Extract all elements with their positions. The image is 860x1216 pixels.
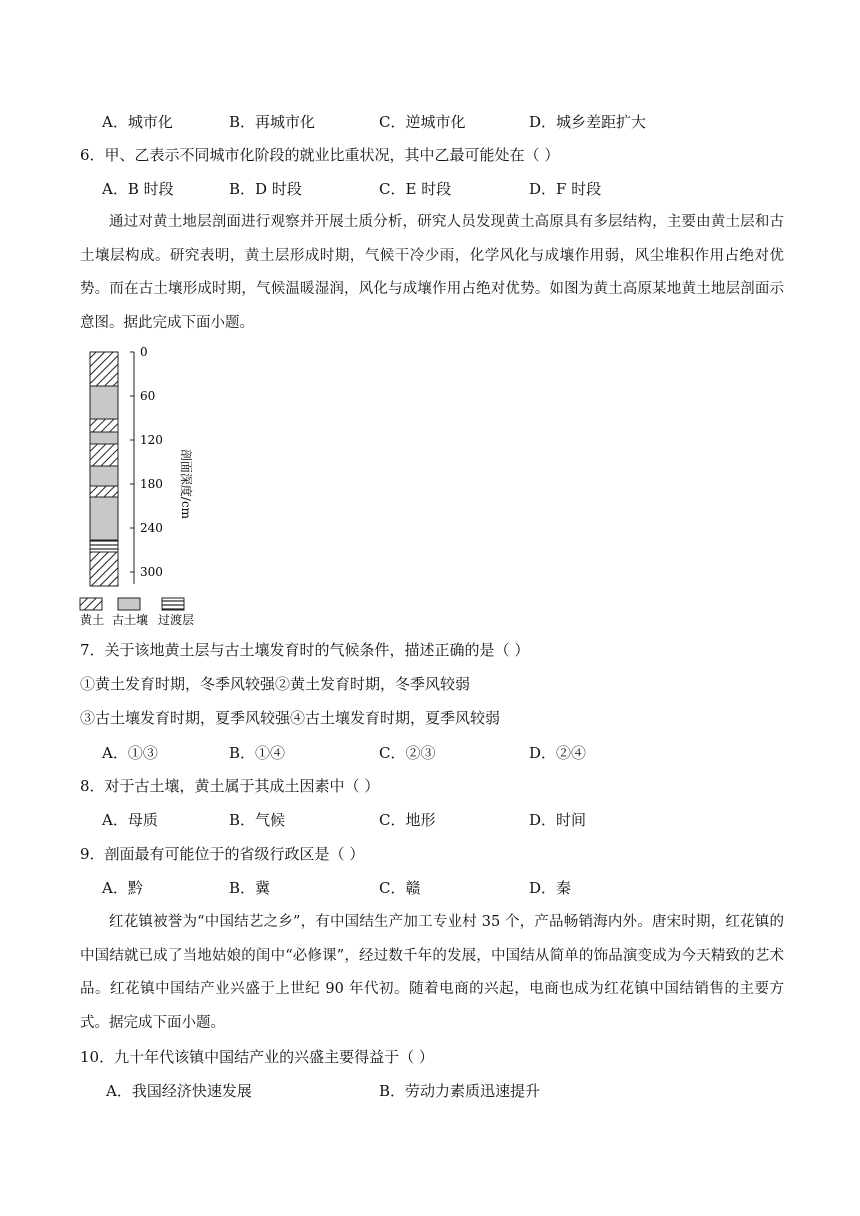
- passage-loess: [80, 206, 784, 340]
- layer-transition: [90, 540, 118, 552]
- layer-loess-5: [90, 552, 118, 586]
- loess-profile-svg: [78, 344, 208, 634]
- layer-paleosol-2: [90, 432, 118, 444]
- q6-option-d: D．F 时段: [529, 180, 602, 198]
- q9-option-b: B．冀: [229, 879, 271, 897]
- tick-label-240: 240: [140, 521, 163, 535]
- q6-option-b: B．D 时段: [229, 180, 302, 198]
- layer-loess-2: [90, 419, 118, 432]
- q10-option-b: B．劳动力素质迅速提升: [379, 1082, 541, 1100]
- q7-statement-1-2: ①黄土发育时期，冬季风较强②黄土发育时期，冬季风较弱: [80, 675, 471, 693]
- depth-axis-title: 剖面深度/cm: [179, 448, 193, 520]
- q7-statement-3-4: ③古土壤发育时期，夏季风较强④古土壤发育时期，夏季风较弱: [80, 709, 501, 727]
- layer-loess-1: [90, 352, 118, 386]
- q9-option-d: D．秦: [529, 879, 572, 897]
- q9-option-a: A．黔: [102, 879, 143, 897]
- q5-option-b: B．再城市化: [229, 113, 316, 131]
- legend-transition-swatch: [162, 598, 184, 610]
- layer-paleosol-4: [90, 497, 118, 540]
- q8-option-c: C．地形: [379, 811, 436, 829]
- loess-profile-figure: [78, 344, 208, 634]
- layer-paleosol-3: [90, 466, 118, 486]
- q8-option-a: A．母质: [102, 811, 158, 829]
- legend-loess-label: 黄土: [80, 613, 105, 627]
- legend-transition-label: 过渡层: [158, 613, 195, 627]
- q6-stem: 6．甲、乙表示不同城市化阶段的就业比重状况，其中乙最可能处在（ ）: [80, 146, 560, 164]
- q5-option-a: A．城市化: [102, 113, 173, 131]
- q10-option-a: A．我国经济快速发展: [106, 1082, 252, 1100]
- tick-label-0: 0: [140, 345, 148, 359]
- q7-option-b: B．①④: [229, 744, 286, 762]
- passage-chinese-knot-text: 红花镇被誉为“中国结艺之乡”，有中国结生产加工专业村 35 个，产品畅销海内外。唐宋时期，红花镇的中国结就已成了当地姑娘的闺中“必修课”，经过数千年的发展，中国结从简单的饰品演变成为今天精致的艺术品。红花镇中国结产业兴盛于上世纪 90 年代初。随着电商的兴起，电商也成为红花镇中国结销售的主要方式。据完成下面小题。: [80, 914, 784, 1031]
- passage-chinese-knot: [80, 906, 784, 1040]
- q8-option-d: D．时间: [529, 811, 587, 829]
- legend-paleosol-label: 古土壤: [112, 613, 149, 627]
- tick-label-300: 300: [140, 565, 163, 579]
- legend-paleosol-swatch: [118, 598, 140, 610]
- q6-option-a: A．B 时段: [102, 180, 174, 198]
- tick-label-180: 180: [140, 477, 163, 491]
- q10-stem: 10．九十年代该镇中国结产业的兴盛主要得益于（ ）: [80, 1048, 434, 1066]
- layer-loess-4: [90, 486, 118, 497]
- q8-stem: 8．对于古土壤，黄土属于其成土因素中（ ）: [80, 777, 380, 795]
- layer-loess-3: [90, 444, 118, 466]
- tick-label-120: 120: [140, 433, 163, 447]
- q9-option-c: C．赣: [379, 879, 421, 897]
- q8-option-b: B．气候: [229, 811, 286, 829]
- q5-option-c: C．逆城市化: [379, 113, 466, 131]
- layer-paleosol-1: [90, 386, 118, 419]
- q7-option-c: C．②③: [379, 744, 436, 762]
- q7-option-a: A．①③: [102, 744, 158, 762]
- tick-label-60: 60: [140, 389, 156, 403]
- q7-stem: 7．关于该地黄土层与古土壤发育时的气候条件，描述正确的是（ ）: [80, 641, 530, 659]
- q9-stem: 9．剖面最有可能位于的省级行政区是（ ）: [80, 845, 365, 863]
- q7-option-d: D．②④: [529, 744, 587, 762]
- passage-loess-text: 通过对黄土地层剖面进行观察并开展土质分析，研究人员发现黄土高原具有多层结构，主要由黄土层和古土壤层构成。研究表明，黄土层形成时期，气候干冷少雨，化学风化与成壤作用弱，风尘堆积作用占绝对优势。而在古土壤形成时期，气候温暖湿润，风化与成壤作用占绝对优势。如图为黄土高原某地黄土地层剖面示意图。据此完成下面小题。: [80, 214, 784, 331]
- legend-loess-swatch: [80, 598, 102, 610]
- q5-option-d: D．城乡差距扩大: [529, 113, 647, 131]
- q6-option-c: C．E 时段: [379, 180, 452, 198]
